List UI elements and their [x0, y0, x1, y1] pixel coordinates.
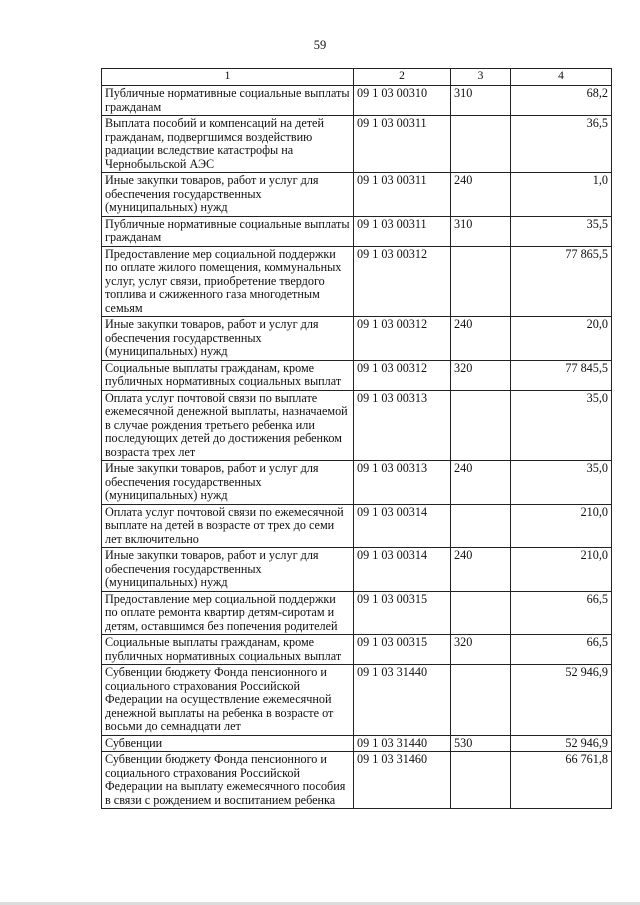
row-code-cell: 09 1 03 00313 [354, 390, 451, 461]
row-type-cell [451, 752, 511, 809]
row-code-cell: 09 1 03 31440 [354, 735, 451, 752]
row-code-cell: 09 1 03 00310 [354, 86, 451, 116]
row-code-cell: 09 1 03 00314 [354, 548, 451, 592]
row-sum-cell: 1,0 [511, 173, 612, 217]
table-row [102, 173, 612, 217]
table-row [102, 504, 612, 548]
table-row [102, 390, 612, 461]
row-sum-cell: 66,5 [511, 591, 612, 635]
column-header-code: 2 [354, 69, 451, 86]
table-header-row [102, 69, 612, 86]
row-code-cell: 09 1 03 00311 [354, 216, 451, 246]
row-type-cell: 240 [451, 173, 511, 217]
row-code-cell: 09 1 03 00314 [354, 504, 451, 548]
row-name-cell: Предоставление мер социальной поддержки по оплате жилого помещения, коммунальных услуг, услуг связи, приобретение твердого топлива и сжиженного газа многодетным семьям [102, 246, 354, 317]
row-code-cell: 09 1 03 00311 [354, 173, 451, 217]
row-name-cell: Публичные нормативные социальные выплаты гражданам [102, 216, 354, 246]
table-row [102, 86, 612, 116]
row-name-cell: Публичные нормативные социальные выплаты гражданам [102, 86, 354, 116]
row-type-cell [451, 591, 511, 635]
row-code-cell: 09 1 03 00312 [354, 246, 451, 317]
row-sum-cell: 35,0 [511, 461, 612, 505]
row-type-cell: 310 [451, 86, 511, 116]
row-name-cell: Социальные выплаты гражданам, кроме публичных нормативных социальных выплат [102, 635, 354, 665]
row-name-cell: Субвенции [102, 735, 354, 752]
row-sum-cell: 66,5 [511, 635, 612, 665]
row-code-cell: 09 1 03 00312 [354, 317, 451, 361]
row-name-cell: Иные закупки товаров, работ и услуг для обеспечения государственных (муниципальных) нужд [102, 548, 354, 592]
row-sum-cell: 77 845,5 [511, 360, 612, 390]
table-row [102, 735, 612, 752]
row-sum-cell: 210,0 [511, 548, 612, 592]
row-name-cell: Оплата услуг почтовой связи по ежемесячной выплате на детей в возрасте от трех до семи лет включительно [102, 504, 354, 548]
row-type-cell: 240 [451, 317, 511, 361]
row-sum-cell: 210,0 [511, 504, 612, 548]
row-type-cell [451, 246, 511, 317]
row-name-cell: Субвенции бюджету Фонда пенсионного и социального страхования Российской Федерации на осуществление ежемесячной денежной выплаты на ребенка в возрасте от восьми до семнадцати лет [102, 665, 354, 736]
row-code-cell: 09 1 03 00312 [354, 360, 451, 390]
row-type-cell [451, 116, 511, 173]
row-code-cell: 09 1 03 31440 [354, 665, 451, 736]
table-row [102, 246, 612, 317]
table-row [102, 665, 612, 736]
table-row [102, 752, 612, 809]
row-sum-cell: 35,5 [511, 216, 612, 246]
row-sum-cell: 36,5 [511, 116, 612, 173]
row-type-cell [451, 504, 511, 548]
column-header-name: 1 [102, 69, 354, 86]
row-type-cell: 310 [451, 216, 511, 246]
column-header-type: 3 [451, 69, 511, 86]
row-sum-cell: 66 761,8 [511, 752, 612, 809]
budget-table [101, 68, 612, 809]
row-type-cell: 530 [451, 735, 511, 752]
row-type-cell: 240 [451, 548, 511, 592]
row-sum-cell: 20,0 [511, 317, 612, 361]
row-sum-cell: 77 865,5 [511, 246, 612, 317]
row-type-cell: 240 [451, 461, 511, 505]
column-header-sum: 4 [511, 69, 612, 86]
row-name-cell: Иные закупки товаров, работ и услуг для обеспечения государственных (муниципальных) нужд [102, 317, 354, 361]
row-name-cell: Иные закупки товаров, работ и услуг для обеспечения государственных (муниципальных) нужд [102, 173, 354, 217]
row-type-cell [451, 665, 511, 736]
table-row [102, 360, 612, 390]
row-sum-cell: 52 946,9 [511, 735, 612, 752]
row-code-cell: 09 1 03 00315 [354, 635, 451, 665]
row-name-cell: Социальные выплаты гражданам, кроме публичных нормативных социальных выплат [102, 360, 354, 390]
table-row [102, 635, 612, 665]
row-code-cell: 09 1 03 00311 [354, 116, 451, 173]
row-name-cell: Предоставление мер социальной поддержки по оплате ремонта квартир детям-сиротам и детям, оставшимся без попечения родителей [102, 591, 354, 635]
row-sum-cell: 52 946,9 [511, 665, 612, 736]
row-code-cell: 09 1 03 00313 [354, 461, 451, 505]
row-code-cell: 09 1 03 00315 [354, 591, 451, 635]
table-row [102, 216, 612, 246]
row-code-cell: 09 1 03 31460 [354, 752, 451, 809]
table-row [102, 116, 612, 173]
row-sum-cell: 68,2 [511, 86, 612, 116]
row-sum-cell: 35,0 [511, 390, 612, 461]
row-type-cell [451, 390, 511, 461]
row-type-cell: 320 [451, 635, 511, 665]
page-number: 59 [313, 38, 327, 52]
table-row [102, 461, 612, 505]
row-name-cell: Выплата пособий и компенсаций на детей гражданам, подвергшимся воздействию радиации вследствие катастрофы на Чернобыльской АЭС [102, 116, 354, 173]
row-type-cell: 320 [451, 360, 511, 390]
table-row [102, 548, 612, 592]
table-row [102, 591, 612, 635]
row-name-cell: Иные закупки товаров, работ и услуг для обеспечения государственных (муниципальных) нужд [102, 461, 354, 505]
table-row [102, 317, 612, 361]
row-name-cell: Оплата услуг почтовой связи по выплате ежемесячной денежной выплаты, назначаемой в случае рождения третьего ребенка или последующих детей до достижения ребенком возраста трех лет [102, 390, 354, 461]
row-name-cell: Субвенции бюджету Фонда пенсионного и социального страхования Российской Федерации на выплату ежемесячного пособия в связи с рождением и воспитанием ребенка [102, 752, 354, 809]
table-body [102, 86, 612, 809]
